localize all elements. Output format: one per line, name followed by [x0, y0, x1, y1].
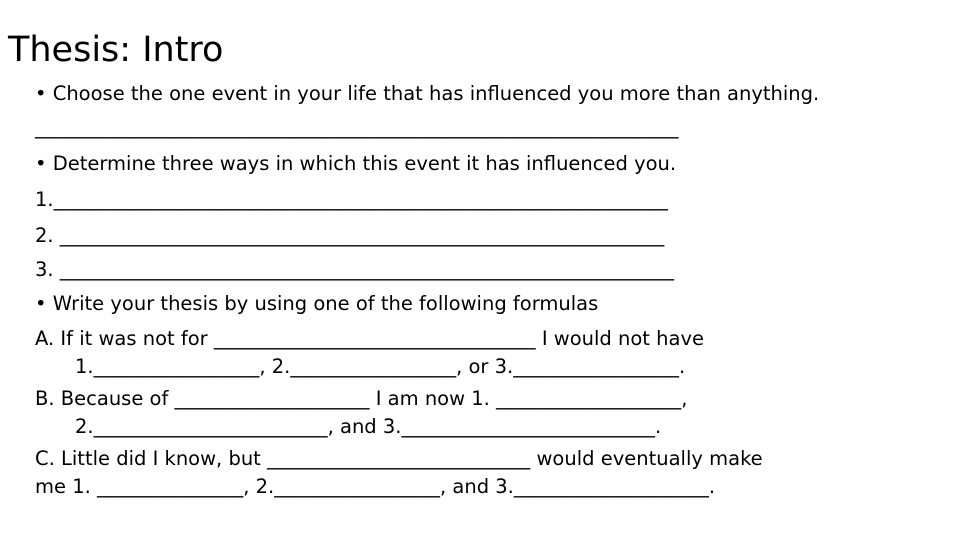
formula-b-line-2: 2.________________________, and 3.__________________________. [75, 415, 662, 438]
formula-a-line-2: 1._________________, 2._________________, or 3._________________. [75, 355, 686, 378]
slide-title: Thesis: Intro [8, 30, 224, 70]
answer-line-2: 2. ______________________________________________________________ [35, 224, 665, 247]
formula-a-line-1: A. If it was not for _________________________________ I would not have [35, 327, 704, 350]
bullet-three-ways: • Determine three ways in which this event it has influenced you. [35, 152, 677, 175]
formula-c-line-1: C. Little did I know, but ___________________________ would eventually make [35, 447, 763, 470]
answer-line-3: 3. _______________________________________________________________ [35, 258, 675, 281]
answer-line-1: 1._______________________________________________________________ [35, 188, 668, 211]
bullet-write-thesis: • Write your thesis by using one of the following formulas [35, 292, 599, 315]
formula-b-line-1: B. Because of ____________________ I am now 1. ___________________, [35, 387, 688, 410]
bullet-choose-event: • Choose the one event in your life that has influenced you more than anything. [35, 82, 820, 105]
formula-c-line-2: me 1. _______________, 2._________________, and 3.____________________. [35, 475, 716, 498]
answer-line-event: __________________________________________________________________ [35, 116, 679, 139]
